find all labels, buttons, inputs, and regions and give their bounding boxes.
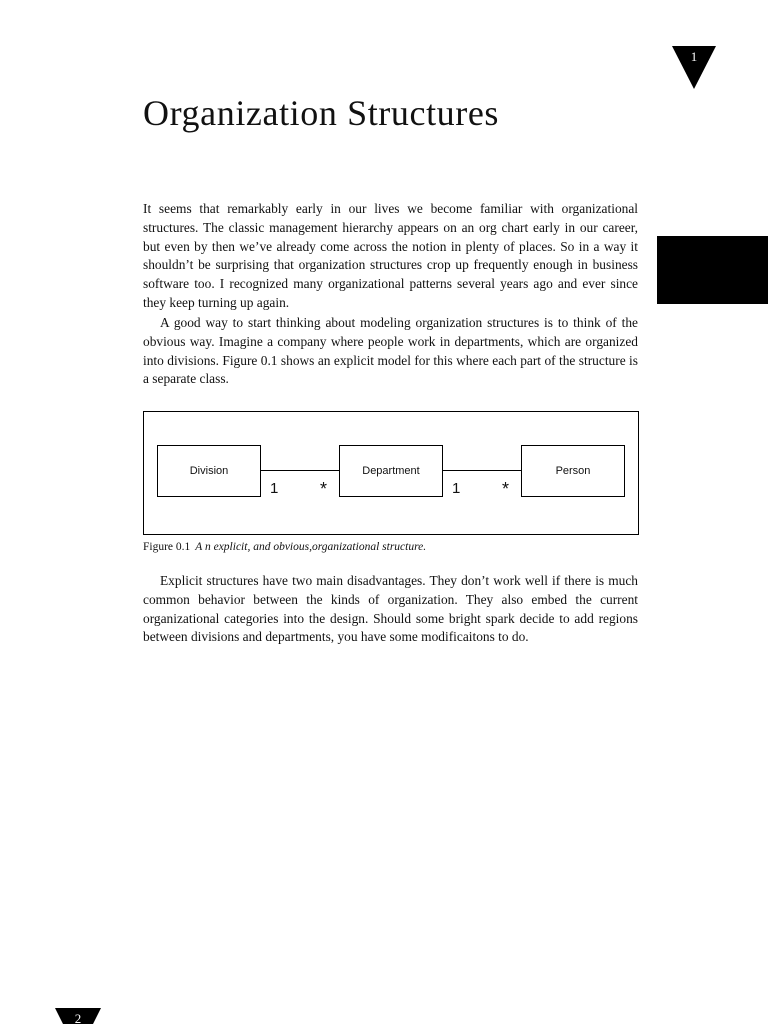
figure-label: Figure 0.1 [143, 541, 191, 553]
multiplicity-department-many: * [320, 479, 328, 499]
class-box-division [157, 445, 261, 497]
figure-uml-diagram [143, 411, 639, 535]
page-marker [55, 1008, 101, 1024]
association-line-department-person [442, 470, 522, 471]
class-name-division: Division [189, 465, 229, 477]
paragraph-3: Explicit structures have two main disadvantages. They don’t work well if there is much common behavior between the kinds of organization. They also embed the current organizational categories into the design. Should some bright spark decide to add regions between divisions and departments, you have some modificaitons to do. [143, 573, 638, 645]
chapter-number: 1 [690, 49, 698, 64]
class-name-person: Person [555, 465, 591, 477]
multiplicity-person-many: * [502, 479, 510, 499]
chapter-thumb-tab [657, 236, 768, 304]
figure-caption-text: A n explicit, and obvious,organizational structure. [195, 541, 427, 553]
multiplicity-division-one: 1 [270, 480, 279, 497]
paragraph-2: A good way to start thinking about modeling organization structures is to think of the obvious way. Imagine a company where people work in departments, which are organized into divisions. Figure 0.1 shows an explicit model for this where each part of the structure is a separate class. [143, 315, 638, 387]
page-number: 2 [74, 1011, 82, 1026]
figure-caption [143, 541, 426, 553]
chapter-marker [672, 46, 716, 90]
class-name-department: Department [362, 465, 420, 477]
class-box-person [521, 445, 625, 497]
class-box-department [339, 445, 443, 497]
association-line-division-department [260, 470, 340, 471]
chapter-title: Organization Structures [143, 93, 500, 133]
multiplicity-department-one: 1 [452, 480, 461, 497]
paragraph-1: It seems that remarkably early in our lives we become familiar with organizational structures. The classic management hierarchy appears on an org chart early in our career, but even by then we’ve already come across the notion in plenty of places. So in a way it shouldn’t be surprising that organization structures crop up frequently enough in business software too. I recognized many organizational patterns several years ago and ever since they keep turning up again. [143, 201, 638, 310]
